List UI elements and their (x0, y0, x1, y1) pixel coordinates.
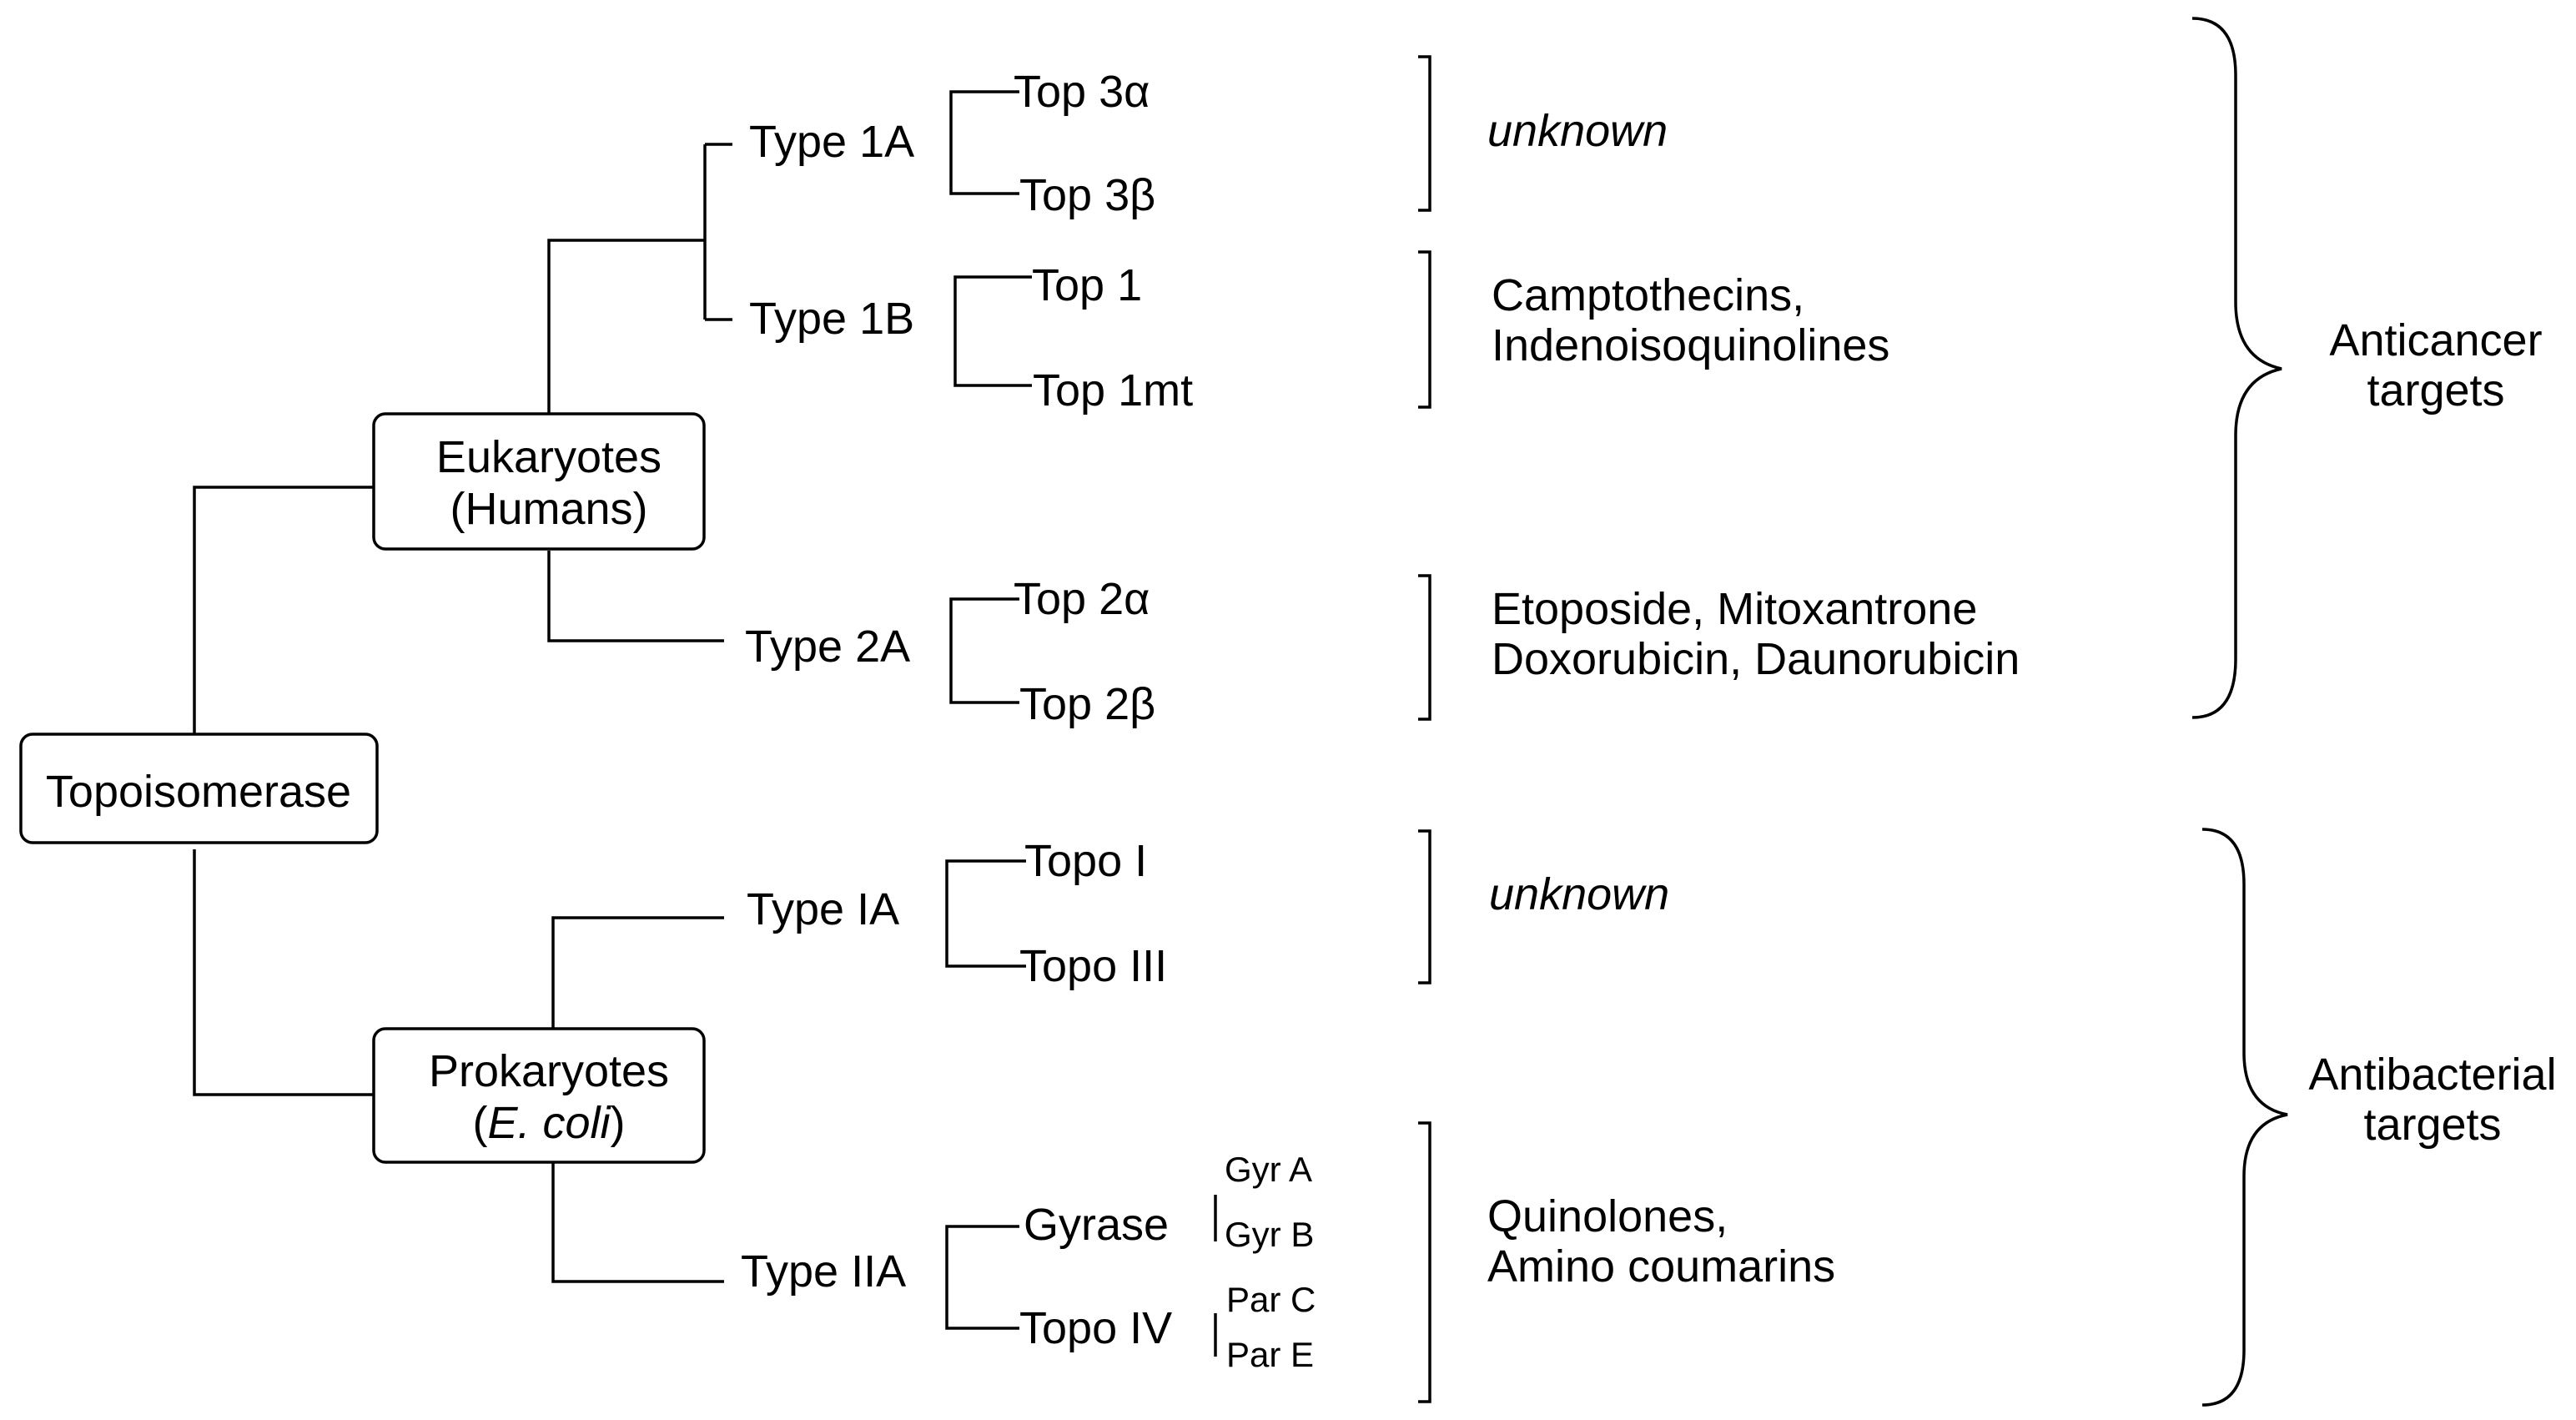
enzyme-top2b: Top 2β (1019, 679, 1156, 729)
connector-prokaryotes-typeIIA (553, 1161, 724, 1282)
targets-type1b-line2: Indenoisoquinolines (1492, 320, 1890, 370)
subunit-gyrA: Gyr A (1225, 1150, 1313, 1189)
subunit-gyrB: Gyr B (1225, 1215, 1315, 1254)
brace-antibacterial (2202, 829, 2287, 1405)
eukaryotes-node (374, 414, 704, 549)
enzyme-gyrase: Gyrase (1024, 1200, 1170, 1250)
enzyme-top1: Top 1 (1032, 260, 1143, 310)
bracket-type2a-targets (1418, 576, 1430, 719)
targets-type1b-line1: Camptothecins, (1492, 270, 1805, 320)
eukaryotes-label-line2: (Humans) (450, 484, 648, 534)
typeIA-label: Type IA (747, 884, 900, 934)
targets-type2a-line1: Etoposide, Mitoxantrone (1492, 584, 1978, 634)
root-node-label: Topoisomerase (45, 767, 352, 817)
connector-typeIA-children (947, 861, 1026, 966)
target-brackets (1418, 57, 1430, 1402)
enzyme-top3b: Top 3β (1019, 170, 1156, 220)
connector-prokaryotes-typeIA (553, 918, 724, 1031)
type1a-label: Type 1A (749, 117, 915, 167)
anticancer-label-line1: Anticancer (2329, 315, 2543, 365)
enzyme-top3a: Top 3α (1014, 67, 1150, 117)
anticancer-label-line2: targets (2367, 365, 2505, 415)
brace-anticancer (2192, 18, 2282, 718)
connector-type1b-children (955, 277, 1032, 385)
connector-root-prokaryotes (194, 849, 377, 1095)
subunit-parC: Par C (1226, 1280, 1316, 1319)
connector-root-eukaryotes (194, 487, 377, 734)
enzyme-topoIV: Topo IV (1019, 1303, 1173, 1353)
prokaryotes-label-line2 (472, 1098, 625, 1148)
prokaryotes-label-close: ) (610, 1098, 626, 1148)
eukaryotes-label-line1: Eukaryotes (435, 432, 662, 482)
prokaryotes-node (374, 1029, 704, 1162)
connector-type2a-children (951, 599, 1019, 702)
targets-typeIA: unknown (1489, 869, 1670, 919)
targets-typeIIA-line1: Quinolones, (1487, 1191, 1728, 1241)
targets-type1a: unknown (1487, 106, 1668, 156)
subunit-parE: Par E (1226, 1335, 1315, 1374)
targets-type2a-line2: Doxorubicin, Daunorubicin (1492, 634, 2020, 684)
type1b-label: Type 1B (749, 294, 915, 344)
connector-eukaryotes-type2a (549, 551, 724, 641)
typeIIA-label: Type IIA (741, 1246, 907, 1297)
connector-type1a-children (951, 92, 1019, 194)
bracket-typeIA-targets (1418, 831, 1430, 983)
enzyme-top2a: Top 2α (1014, 574, 1150, 624)
root-node (21, 734, 377, 843)
connector-eukaryotes-type1 (549, 240, 705, 414)
bracket-type1a-targets (1418, 57, 1430, 210)
enzyme-topoI: Topo I (1024, 836, 1148, 886)
type2a-label: Type 2A (745, 622, 911, 672)
targets-typeIIA-line2: Amino coumarins (1487, 1241, 1836, 1292)
prokaryotes-label-line1: Prokaryotes (428, 1046, 670, 1096)
prokaryotes-label-species: E. coli (487, 1098, 611, 1148)
antibacterial-label-line1: Antibacterial (2308, 1050, 2557, 1100)
connector-typeIIA-children (947, 1226, 1019, 1328)
antibacterial-label-line2: targets (2363, 1100, 2502, 1150)
enzyme-top1mt: Top 1mt (1033, 365, 1194, 415)
bracket-type1b-targets (1418, 252, 1430, 407)
bracket-typeIIA-targets (1418, 1123, 1430, 1402)
prokaryotes-label-open: ( (472, 1098, 488, 1148)
enzyme-topoIII: Topo III (1019, 941, 1168, 991)
